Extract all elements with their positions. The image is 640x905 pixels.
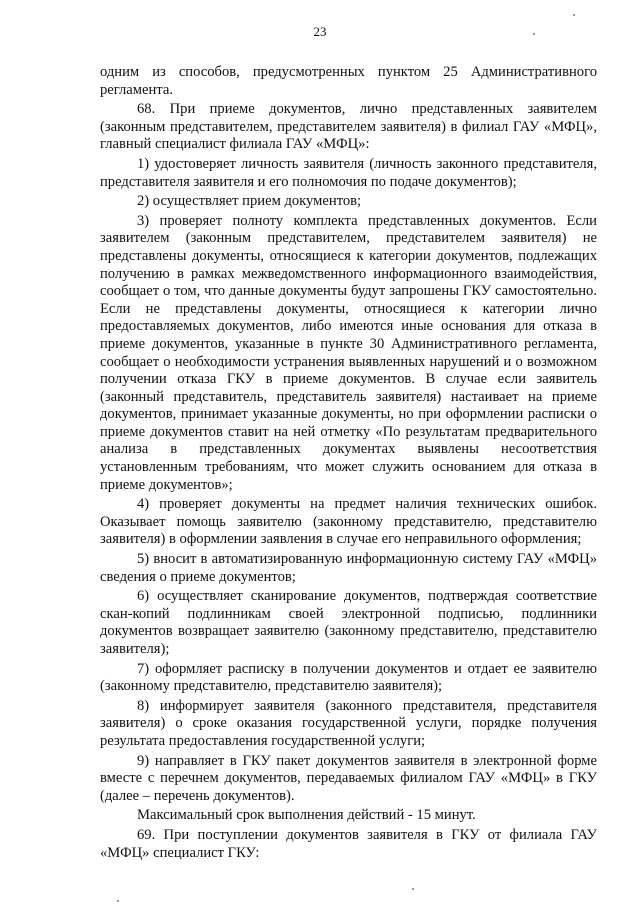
list-item-1: 1) удостоверяет личность заявителя (личность законного представителя, представителя заявителя и его полномочия по подаче документов); — [100, 155, 597, 190]
list-item-3: 3) проверяет полноту комплекта представленных документов. Если заявителем (законным представителем, представителем заявителя) не представлены документы, относящиеся к категории документов, подлежащих получению в рамках межведомственного информационного взаимодействия, сообщает о том, что данные документы будут запрошены ГКУ самостоятельно. Если не представлены документы, относящиеся к категории лично предоставляемых документов, либо имеются иные основания для отказа в приеме документов, указанные в пункте 30 Административного регламента, сообщает о необходимости устранения выявленных нарушений и о возможном получении отказа ГКУ в приеме документов. В случае если заявитель (законный представитель, представитель заявителя) настаивает на приеме документов, принимает указанные документы, но при оформлении расписки о приеме документов ставит на ней отметку «По результатам предварительного анализа в представленных документах выявлены несоответствия установленным требованиям, что может служить основанием для отказа в приеме документов»; — [100, 212, 597, 493]
scan-speck — [533, 33, 535, 35]
scan-speck — [117, 900, 119, 902]
document-body — [100, 64, 597, 862]
scan-speck — [573, 14, 575, 16]
list-item-9: 9) направляет в ГКУ пакет документов заявителя в электронной форме вместе с перечнем документов, передаваемых филиалом ГАУ «МФЦ» в ГКУ (далее – перечень документов). — [100, 752, 597, 804]
max-time-note: Максимальный срок выполнения действий - 15 минут. — [137, 807, 476, 824]
list-item-5: 5) вносит в автоматизированную информационную систему ГАУ «МФЦ» сведения о приеме документов; — [100, 551, 597, 585]
list-item-4: 4) проверяет документы на предмет наличия технических ошибок. Оказывает помощь заявителю (законному представителю, представителю заявителя) в оформлении заявления в случае его неправильного оформления; — [100, 496, 597, 548]
list-item-7: 7) оформляет расписку в получении документов и отдает ее заявителю (законному представителю, представителю заявителя); — [100, 660, 597, 695]
paragraph-68: 68. При приеме документов, лично представленных заявителем (законным представителем, представителем заявителя) в филиал ГАУ «МФЦ», главный специалист филиала ГАУ «МФЦ»: — [100, 101, 597, 153]
list-item-6: 6) осуществляет сканирование документов, подтверждая соответствие скан-копий подлинникам своей электронной подписью, подлинники документов возвращает заявителю (законному представителю, представителю заявителя); — [100, 588, 597, 657]
paragraph-continuation: одним из способов, предусмотренных пунктом 25 Административного регламента. — [100, 64, 597, 98]
list-item-2: 2) осуществляет прием документов; — [137, 193, 362, 210]
page-number: 23 — [313, 24, 327, 39]
scan-speck — [412, 888, 414, 890]
list-item-8: 8) информирует заявителя (законного представителя, представителя заявителя) о сроке оказания государственной услуги, порядке получения результата предоставления государственной услуги; — [100, 697, 597, 749]
paragraph-69: 69. При поступлении документов заявителя в ГКУ от филиала ГАУ «МФЦ» специалист ГКУ: — [100, 826, 597, 861]
